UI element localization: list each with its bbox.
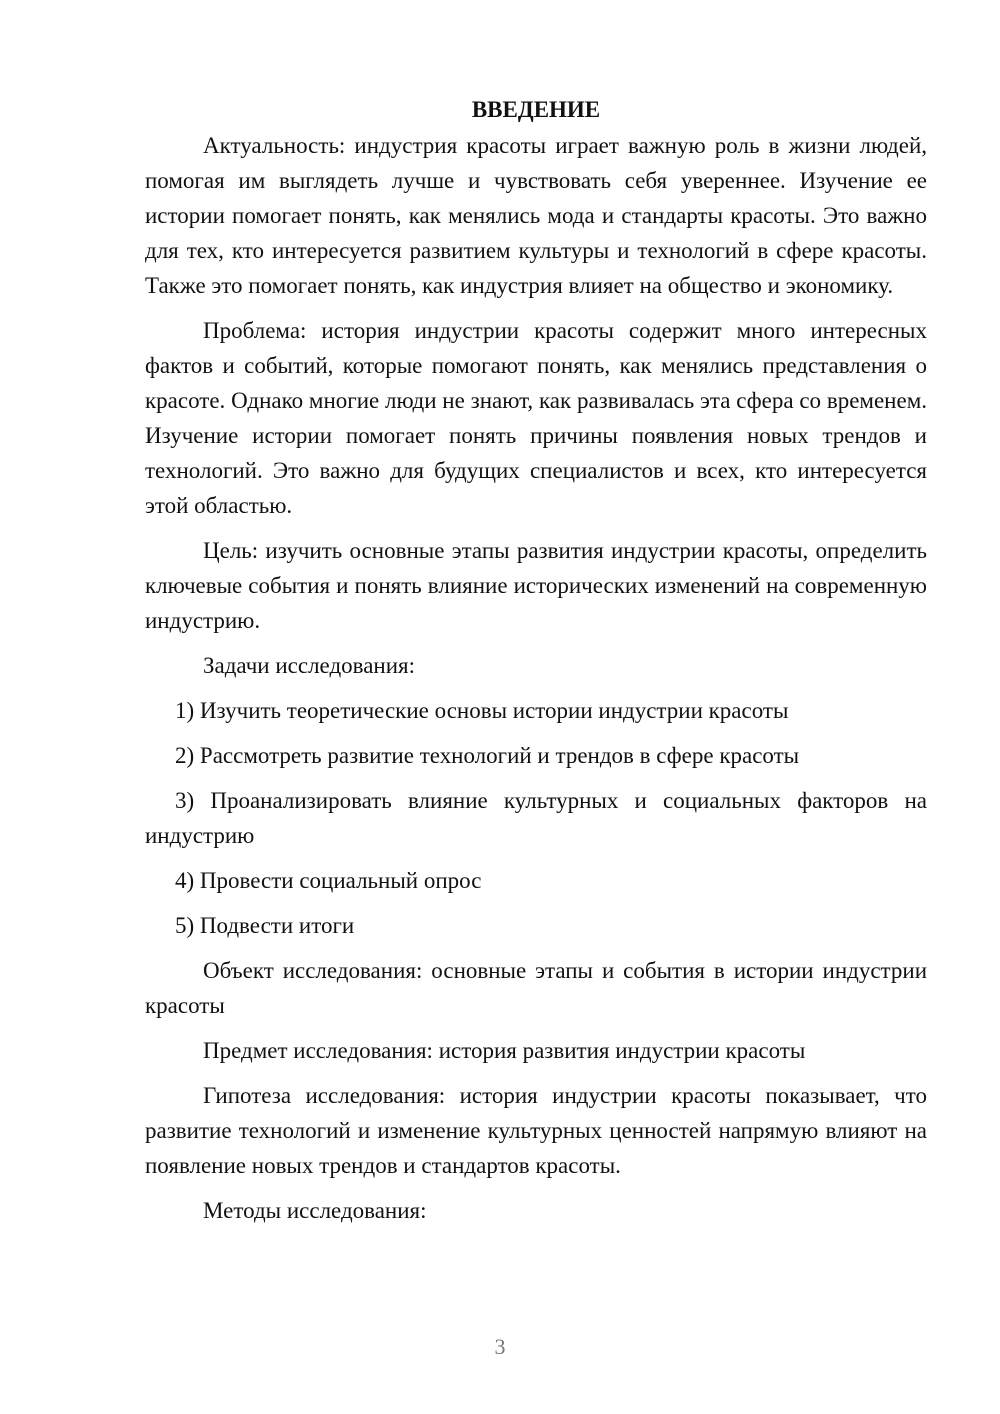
task-item-4: 4) Провести социальный опрос	[175, 868, 482, 893]
goal-paragraph: Цель: изучить основные этапы развития индустрии красоты, определить ключевые события и понять влияние исторических изменений на современную индустрию.	[145, 538, 927, 633]
subject-paragraph: Предмет исследования: история развития индустрии красоты	[203, 1038, 806, 1063]
task-item-2: 2) Рассмотреть развитие технологий и трендов в сфере красоты	[175, 743, 800, 768]
task-item-5: 5) Подвести итоги	[175, 913, 355, 938]
page-number: 3	[494, 1334, 506, 1359]
document-page	[145, 92, 927, 1238]
relevance-paragraph: Актуальность: индустрия красоты играет важную роль в жизни людей, помогая им выглядеть лучше и чувствовать себя увереннее. Изучение ее истории помогает понять, как менялись мода и стандарты красоты. Это важно для тех, кто интересуется развитием культуры и технологий в сфере красоты. Также это помогает понять, как индустрия влияет на общество и экономику.	[145, 133, 927, 298]
methods-heading: Методы исследования:	[203, 1198, 427, 1223]
problem-paragraph: Проблема: история индустрии красоты содержит много интересных фактов и событий, которые помогают понять, как менялись представления о красоте. Однако многие люди не знают, как развивалась эта сфера со временем. Изучение истории помогает понять причины появления новых трендов и технологий. Это важно для будущих специалистов и всех, кто интересуется этой областью.	[145, 318, 927, 518]
task-item-3: 3) Проанализировать влияние культурных и социальных факторов на индустрию	[145, 788, 927, 848]
tasks-heading: Задачи исследования:	[203, 653, 416, 678]
hypothesis-paragraph: Гипотеза исследования: история индустрии красоты показывает, что развитие технологий и изменение культурных ценностей напрямую влияют на появление новых трендов и стандартов красоты.	[145, 1083, 927, 1178]
object-paragraph: Объект исследования: основные этапы и события в истории индустрии красоты	[145, 958, 927, 1018]
task-item-1: 1) Изучить теоретические основы истории индустрии красоты	[175, 698, 789, 723]
page-title: ВВЕДЕНИЕ	[471, 97, 601, 122]
